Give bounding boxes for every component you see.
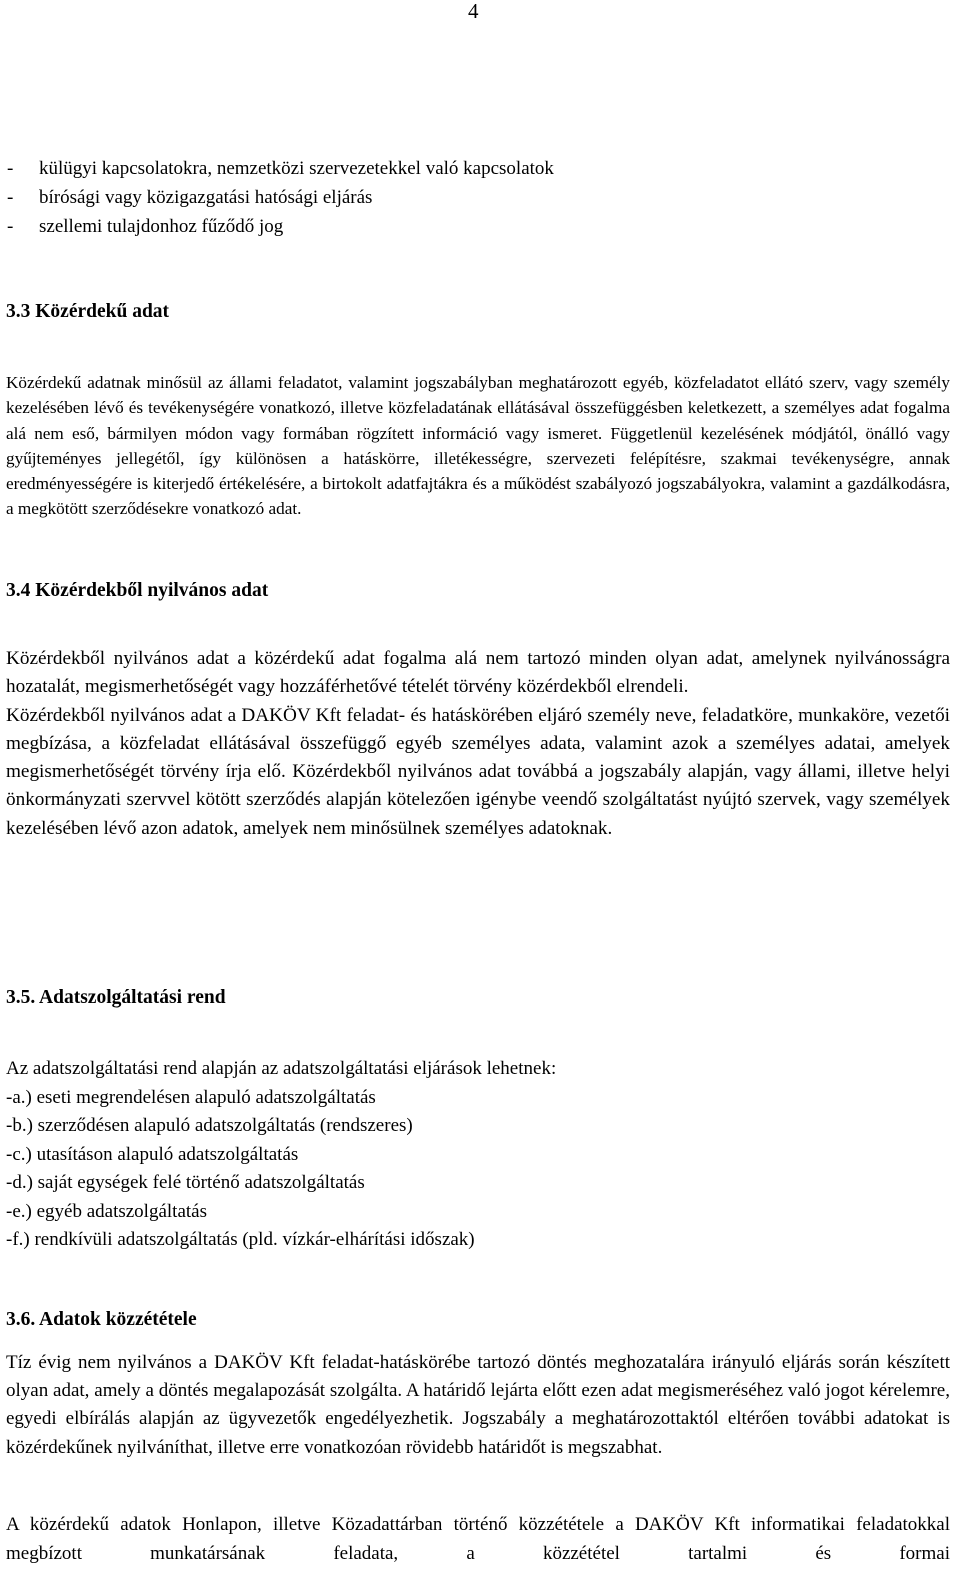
list-item-text: külügyi kapcsolatokra, nemzetközi szervezetekkel való kapcsolatok — [39, 158, 554, 179]
section-3-5-body — [6, 1055, 950, 1255]
list-item: -b.) szerződésen alapuló adatszolgáltatás (rendszeres) — [6, 1115, 413, 1136]
paragraph: A közérdekű adatok Honlapon, illetve Közadattárban történő közzététele a DAKÖV Kft informatikai feladatokkal megbízott munkatársának feladata, a közzététel tartalmi és formai — [6, 1514, 950, 1564]
list-item — [6, 212, 950, 241]
section-3-4-body — [6, 645, 950, 843]
list-item: -a.) eseti megrendelésen alapuló adatszolgáltatás — [6, 1086, 376, 1108]
section-heading-3-6: 3.6. Adatok közzététele — [6, 1309, 197, 1330]
list-item — [6, 183, 950, 212]
list-item: -d.) saját egységek felé történő adatszolgáltatás — [6, 1172, 365, 1193]
paragraph: Közérdekből nyilvános adat a közérdekű adat fogalma alá nem tartozó minden olyan adat, amelynek nyilvánosságra hozatalát, megismerhetőségét vagy hozzáférhetővé tételét törvény közérdekből elrendeli. — [6, 648, 950, 698]
list-item-text: szellemi tulajdonhoz fűződő jog — [39, 216, 284, 237]
section-3-6-body — [6, 1349, 950, 1462]
page-number: 4 — [468, 0, 479, 23]
paragraph: Tíz évig nem nyilvános a DAKÖV Kft feladat-hatáskörébe tartozó döntés meghozatalára irányuló eljárás során készített olyan adat, amely a döntés megalapozását szolgálta. A határidő lejárta előtt ezen adat megismeréséhez való jogot kérelemre, egyedi elbírálás alapján az ügyvezetők engedélyezhetik. Jogszabály a meghatározottaktól eltérően további adatokat is közérdekűnek nyilváníthat, illetve erre vonatkozóan rövidebb határidőt is megszabhat. — [6, 1352, 950, 1458]
section-heading-3-5: 3.5. Adatszolgáltatási rend — [6, 987, 226, 1008]
dash-bullet: - — [7, 158, 14, 179]
paragraph: Közérdekből nyilvános adat a DAKÖV Kft feladat- és hatáskörében eljáró személy neve, feladatköre, munkaköre, vezetői megbízása, a közfeladat ellátásával összefüggő egyéb személyes adata, valamint azok a személyes adatai, amelyek megismerhetőségét törvény írja elő. Közérdekből nyilvános adat továbbá a jogszabály alapján, vagy állami, illetve helyi önkormányzati szervvel kötött szerződés alapján kötelezően igénybe veendő szolgáltatást nyújtó szervek, vagy személyek kezelésében lévő azon adatok, amelyek nem minősülnek személyes adatoknak. — [6, 704, 950, 839]
list-item: -c.) utasításon alapuló adatszolgáltatás — [6, 1143, 299, 1165]
section-3-3-body — [6, 370, 950, 522]
section-heading-3-4: 3.4 Közérdekből nyilvános adat — [6, 580, 269, 601]
section-3-6-body-continued — [6, 1511, 950, 1568]
section-heading-3-3: 3.3 Közérdekű adat — [6, 301, 170, 322]
list-item-text: bírósági vagy közigazgatási hatósági eljárás — [39, 187, 373, 208]
section-intro: Az adatszolgáltatási rend alapján az adatszolgáltatási eljárások lehetnek: — [6, 1058, 557, 1079]
list-item: -e.) egyéb adatszolgáltatás — [6, 1200, 207, 1222]
list-item — [6, 154, 950, 183]
dash-bullet: - — [7, 216, 14, 237]
list-item: -f.) rendkívüli adatszolgáltatás (pld. vízkár-elhárítási időszak) — [6, 1229, 475, 1250]
paragraph: Közérdekű adatnak minősül az állami feladatot, valamint jogszabályban meghatározott egyéb, közfeladatot ellátó szerv, vagy személy kezelésében lévő és tevékenységére vonatkozó, illetve közfeladatának ellátásával összefüggésben keletkezett, a személyes adat fogalma alá nem eső, bármilyen módon vagy formában rögzített információ vagy ismeret. Függetlenül kezelésének módjától, önálló vagy gyűjteményes jellegétől, így különösen a hatáskörre, illetékességre, szervezeti felépítésre, szakmai tevékenységre, annak eredményességére is kiterjedő értékelésére, a birtokolt adatfajtákra és a működést szabályozó jogszabályokra, valamint a gazdálkodásra, a megkötött szerződésekre vonatkozó adat. — [6, 373, 950, 519]
dash-bullet: - — [7, 187, 14, 208]
dash-list — [6, 154, 950, 241]
